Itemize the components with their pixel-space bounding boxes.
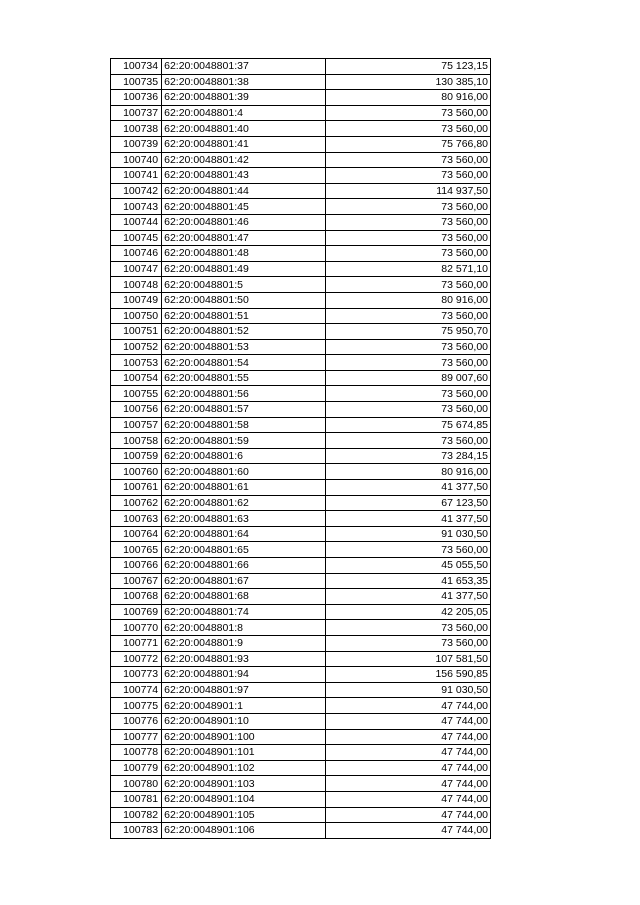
cadastral-number-cell: 62:20:0048801:58: [162, 417, 325, 433]
value-cell: 91 030,50: [325, 682, 490, 698]
cadastral-number-cell: 62:20:0048801:45: [162, 199, 325, 215]
value-cell: 73 284,15: [325, 448, 490, 464]
table-row: [111, 823, 491, 839]
value-cell: 73 560,00: [325, 339, 490, 355]
row-id-cell: 100742: [111, 183, 162, 199]
cadastral-number-cell: 62:20:0048801:4: [162, 105, 325, 121]
value-cell: 107 581,50: [325, 651, 490, 667]
value-cell: 47 744,00: [325, 713, 490, 729]
row-id-cell: 100782: [111, 807, 162, 823]
table-row: [111, 370, 491, 386]
value-cell: 45 055,50: [325, 558, 490, 574]
value-cell: 80 916,00: [325, 464, 490, 480]
row-id-cell: 100777: [111, 729, 162, 745]
value-cell: 89 007,60: [325, 370, 490, 386]
table-row: [111, 635, 491, 651]
row-id-cell: 100762: [111, 495, 162, 511]
row-id-cell: 100735: [111, 74, 162, 90]
value-cell: 73 560,00: [325, 542, 490, 558]
cadastral-number-cell: 62:20:0048801:9: [162, 635, 325, 651]
row-id-cell: 100781: [111, 791, 162, 807]
row-id-cell: 100756: [111, 402, 162, 418]
value-cell: 73 560,00: [325, 121, 490, 137]
table-row: [111, 246, 491, 262]
value-cell: 41 653,35: [325, 573, 490, 589]
row-id-cell: 100759: [111, 448, 162, 464]
row-id-cell: 100770: [111, 620, 162, 636]
row-id-cell: 100761: [111, 480, 162, 496]
row-id-cell: 100766: [111, 558, 162, 574]
value-cell: 41 377,50: [325, 589, 490, 605]
table-row: [111, 698, 491, 714]
cadastral-number-cell: 62:20:0048901:104: [162, 791, 325, 807]
cadastral-number-cell: 62:20:0048801:6: [162, 448, 325, 464]
cadastral-number-cell: 62:20:0048801:52: [162, 324, 325, 340]
table-row: [111, 604, 491, 620]
cadastral-number-cell: 62:20:0048801:39: [162, 90, 325, 106]
value-cell: 47 744,00: [325, 745, 490, 761]
cadastral-number-cell: 62:20:0048801:37: [162, 59, 325, 75]
cadastral-number-cell: 62:20:0048801:74: [162, 604, 325, 620]
table-row: [111, 121, 491, 137]
value-cell: 73 560,00: [325, 168, 490, 184]
table-row: [111, 729, 491, 745]
row-id-cell: 100734: [111, 59, 162, 75]
table-row: [111, 183, 491, 199]
cadastral-number-cell: 62:20:0048801:57: [162, 402, 325, 418]
table-row: [111, 620, 491, 636]
table-row: [111, 230, 491, 246]
table-row: [111, 464, 491, 480]
row-id-cell: 100773: [111, 667, 162, 683]
cadastral-number-cell: 62:20:0048801:93: [162, 651, 325, 667]
value-cell: 73 560,00: [325, 199, 490, 215]
table-row: [111, 542, 491, 558]
table-row: [111, 807, 491, 823]
cadastral-value-table: [110, 58, 491, 839]
row-id-cell: 100772: [111, 651, 162, 667]
row-id-cell: 100738: [111, 121, 162, 137]
row-id-cell: 100752: [111, 339, 162, 355]
row-id-cell: 100775: [111, 698, 162, 714]
table-row: [111, 713, 491, 729]
value-cell: 47 744,00: [325, 807, 490, 823]
value-cell: 73 560,00: [325, 620, 490, 636]
cadastral-number-cell: 62:20:0048801:47: [162, 230, 325, 246]
cadastral-number-cell: 62:20:0048801:55: [162, 370, 325, 386]
value-cell: 47 744,00: [325, 823, 490, 839]
cadastral-number-cell: 62:20:0048801:62: [162, 495, 325, 511]
row-id-cell: 100778: [111, 745, 162, 761]
value-cell: 73 560,00: [325, 105, 490, 121]
row-id-cell: 100755: [111, 386, 162, 402]
value-cell: 73 560,00: [325, 230, 490, 246]
cadastral-number-cell: 62:20:0048801:8: [162, 620, 325, 636]
cadastral-number-cell: 62:20:0048801:97: [162, 682, 325, 698]
row-id-cell: 100769: [111, 604, 162, 620]
cadastral-number-cell: 62:20:0048801:68: [162, 589, 325, 605]
cadastral-number-cell: 62:20:0048901:100: [162, 729, 325, 745]
row-id-cell: 100768: [111, 589, 162, 605]
value-cell: 73 560,00: [325, 635, 490, 651]
table-row: [111, 776, 491, 792]
value-cell: 73 560,00: [325, 277, 490, 293]
value-cell: 47 744,00: [325, 791, 490, 807]
cadastral-number-cell: 62:20:0048801:54: [162, 355, 325, 371]
cadastral-number-cell: 62:20:0048801:46: [162, 214, 325, 230]
table-row: [111, 682, 491, 698]
table-row: [111, 292, 491, 308]
table-row: [111, 136, 491, 152]
row-id-cell: 100746: [111, 246, 162, 262]
table-row: [111, 214, 491, 230]
cadastral-number-cell: 62:20:0048801:5: [162, 277, 325, 293]
cadastral-number-cell: 62:20:0048901:103: [162, 776, 325, 792]
value-cell: 114 937,50: [325, 183, 490, 199]
row-id-cell: 100767: [111, 573, 162, 589]
table-row: [111, 308, 491, 324]
row-id-cell: 100744: [111, 214, 162, 230]
table-row: [111, 74, 491, 90]
value-cell: 47 744,00: [325, 698, 490, 714]
table-row: [111, 59, 491, 75]
cadastral-number-cell: 62:20:0048801:65: [162, 542, 325, 558]
table-row: [111, 433, 491, 449]
table-row: [111, 745, 491, 761]
row-id-cell: 100754: [111, 370, 162, 386]
table-row: [111, 168, 491, 184]
row-id-cell: 100758: [111, 433, 162, 449]
row-id-cell: 100748: [111, 277, 162, 293]
table-row: [111, 402, 491, 418]
table-row: [111, 495, 491, 511]
cadastral-number-cell: 62:20:0048801:38: [162, 74, 325, 90]
cadastral-number-cell: 62:20:0048801:44: [162, 183, 325, 199]
row-id-cell: 100760: [111, 464, 162, 480]
value-cell: 75 766,80: [325, 136, 490, 152]
row-id-cell: 100771: [111, 635, 162, 651]
cadastral-number-cell: 62:20:0048801:66: [162, 558, 325, 574]
value-cell: 73 560,00: [325, 246, 490, 262]
table-row: [111, 152, 491, 168]
cadastral-number-cell: 62:20:0048801:51: [162, 308, 325, 324]
row-id-cell: 100743: [111, 199, 162, 215]
row-id-cell: 100736: [111, 90, 162, 106]
row-id-cell: 100779: [111, 760, 162, 776]
value-cell: 91 030,50: [325, 526, 490, 542]
row-id-cell: 100740: [111, 152, 162, 168]
value-cell: 73 560,00: [325, 433, 490, 449]
cadastral-number-cell: 62:20:0048801:59: [162, 433, 325, 449]
cadastral-number-cell: 62:20:0048801:53: [162, 339, 325, 355]
table-row: [111, 417, 491, 433]
value-cell: 75 123,15: [325, 59, 490, 75]
table-row: [111, 355, 491, 371]
row-id-cell: 100739: [111, 136, 162, 152]
table-row: [111, 791, 491, 807]
cadastral-number-cell: 62:20:0048901:106: [162, 823, 325, 839]
value-cell: 75 950,70: [325, 324, 490, 340]
value-cell: 80 916,00: [325, 90, 490, 106]
cadastral-number-cell: 62:20:0048801:41: [162, 136, 325, 152]
cadastral-number-cell: 62:20:0048801:67: [162, 573, 325, 589]
value-cell: 41 377,50: [325, 511, 490, 527]
cadastral-number-cell: 62:20:0048901:101: [162, 745, 325, 761]
row-id-cell: 100747: [111, 261, 162, 277]
value-cell: 130 385,10: [325, 74, 490, 90]
cadastral-number-cell: 62:20:0048901:102: [162, 760, 325, 776]
value-cell: 73 560,00: [325, 308, 490, 324]
table-row: [111, 651, 491, 667]
table-row: [111, 261, 491, 277]
value-cell: 47 744,00: [325, 729, 490, 745]
row-id-cell: 100763: [111, 511, 162, 527]
row-id-cell: 100751: [111, 324, 162, 340]
cadastral-number-cell: 62:20:0048801:63: [162, 511, 325, 527]
row-id-cell: 100737: [111, 105, 162, 121]
value-cell: 47 744,00: [325, 776, 490, 792]
cadastral-number-cell: 62:20:0048801:48: [162, 246, 325, 262]
row-id-cell: 100745: [111, 230, 162, 246]
value-cell: 73 560,00: [325, 402, 490, 418]
value-cell: 73 560,00: [325, 355, 490, 371]
value-cell: 47 744,00: [325, 760, 490, 776]
row-id-cell: 100783: [111, 823, 162, 839]
table-row: [111, 480, 491, 496]
table-row: [111, 589, 491, 605]
value-cell: 73 560,00: [325, 214, 490, 230]
cadastral-number-cell: 62:20:0048801:56: [162, 386, 325, 402]
cadastral-number-cell: 62:20:0048901:105: [162, 807, 325, 823]
value-cell: 42 205,05: [325, 604, 490, 620]
value-cell: 67 123,50: [325, 495, 490, 511]
value-cell: 73 560,00: [325, 152, 490, 168]
row-id-cell: 100750: [111, 308, 162, 324]
table-row: [111, 558, 491, 574]
value-cell: 41 377,50: [325, 480, 490, 496]
cadastral-number-cell: 62:20:0048901:10: [162, 713, 325, 729]
table-row: [111, 324, 491, 340]
cadastral-number-cell: 62:20:0048801:60: [162, 464, 325, 480]
table-row: [111, 667, 491, 683]
row-id-cell: 100753: [111, 355, 162, 371]
table-row: [111, 199, 491, 215]
table-body: [111, 59, 491, 839]
value-cell: 80 916,00: [325, 292, 490, 308]
cadastral-number-cell: 62:20:0048801:64: [162, 526, 325, 542]
cadastral-number-cell: 62:20:0048801:40: [162, 121, 325, 137]
table-row: [111, 386, 491, 402]
value-cell: 75 674,85: [325, 417, 490, 433]
table-row: [111, 339, 491, 355]
cadastral-number-cell: 62:20:0048901:1: [162, 698, 325, 714]
cadastral-number-cell: 62:20:0048801:94: [162, 667, 325, 683]
row-id-cell: 100757: [111, 417, 162, 433]
table-row: [111, 526, 491, 542]
value-cell: 82 571,10: [325, 261, 490, 277]
row-id-cell: 100765: [111, 542, 162, 558]
table-row: [111, 90, 491, 106]
row-id-cell: 100749: [111, 292, 162, 308]
cadastral-number-cell: 62:20:0048801:42: [162, 152, 325, 168]
row-id-cell: 100774: [111, 682, 162, 698]
table-row: [111, 760, 491, 776]
row-id-cell: 100741: [111, 168, 162, 184]
value-cell: 73 560,00: [325, 386, 490, 402]
table-row: [111, 105, 491, 121]
cadastral-number-cell: 62:20:0048801:50: [162, 292, 325, 308]
table-row: [111, 573, 491, 589]
table-row: [111, 511, 491, 527]
cadastral-number-cell: 62:20:0048801:61: [162, 480, 325, 496]
value-cell: 156 590,85: [325, 667, 490, 683]
cadastral-number-cell: 62:20:0048801:49: [162, 261, 325, 277]
row-id-cell: 100776: [111, 713, 162, 729]
row-id-cell: 100780: [111, 776, 162, 792]
row-id-cell: 100764: [111, 526, 162, 542]
cadastral-number-cell: 62:20:0048801:43: [162, 168, 325, 184]
table-row: [111, 277, 491, 293]
table-row: [111, 448, 491, 464]
